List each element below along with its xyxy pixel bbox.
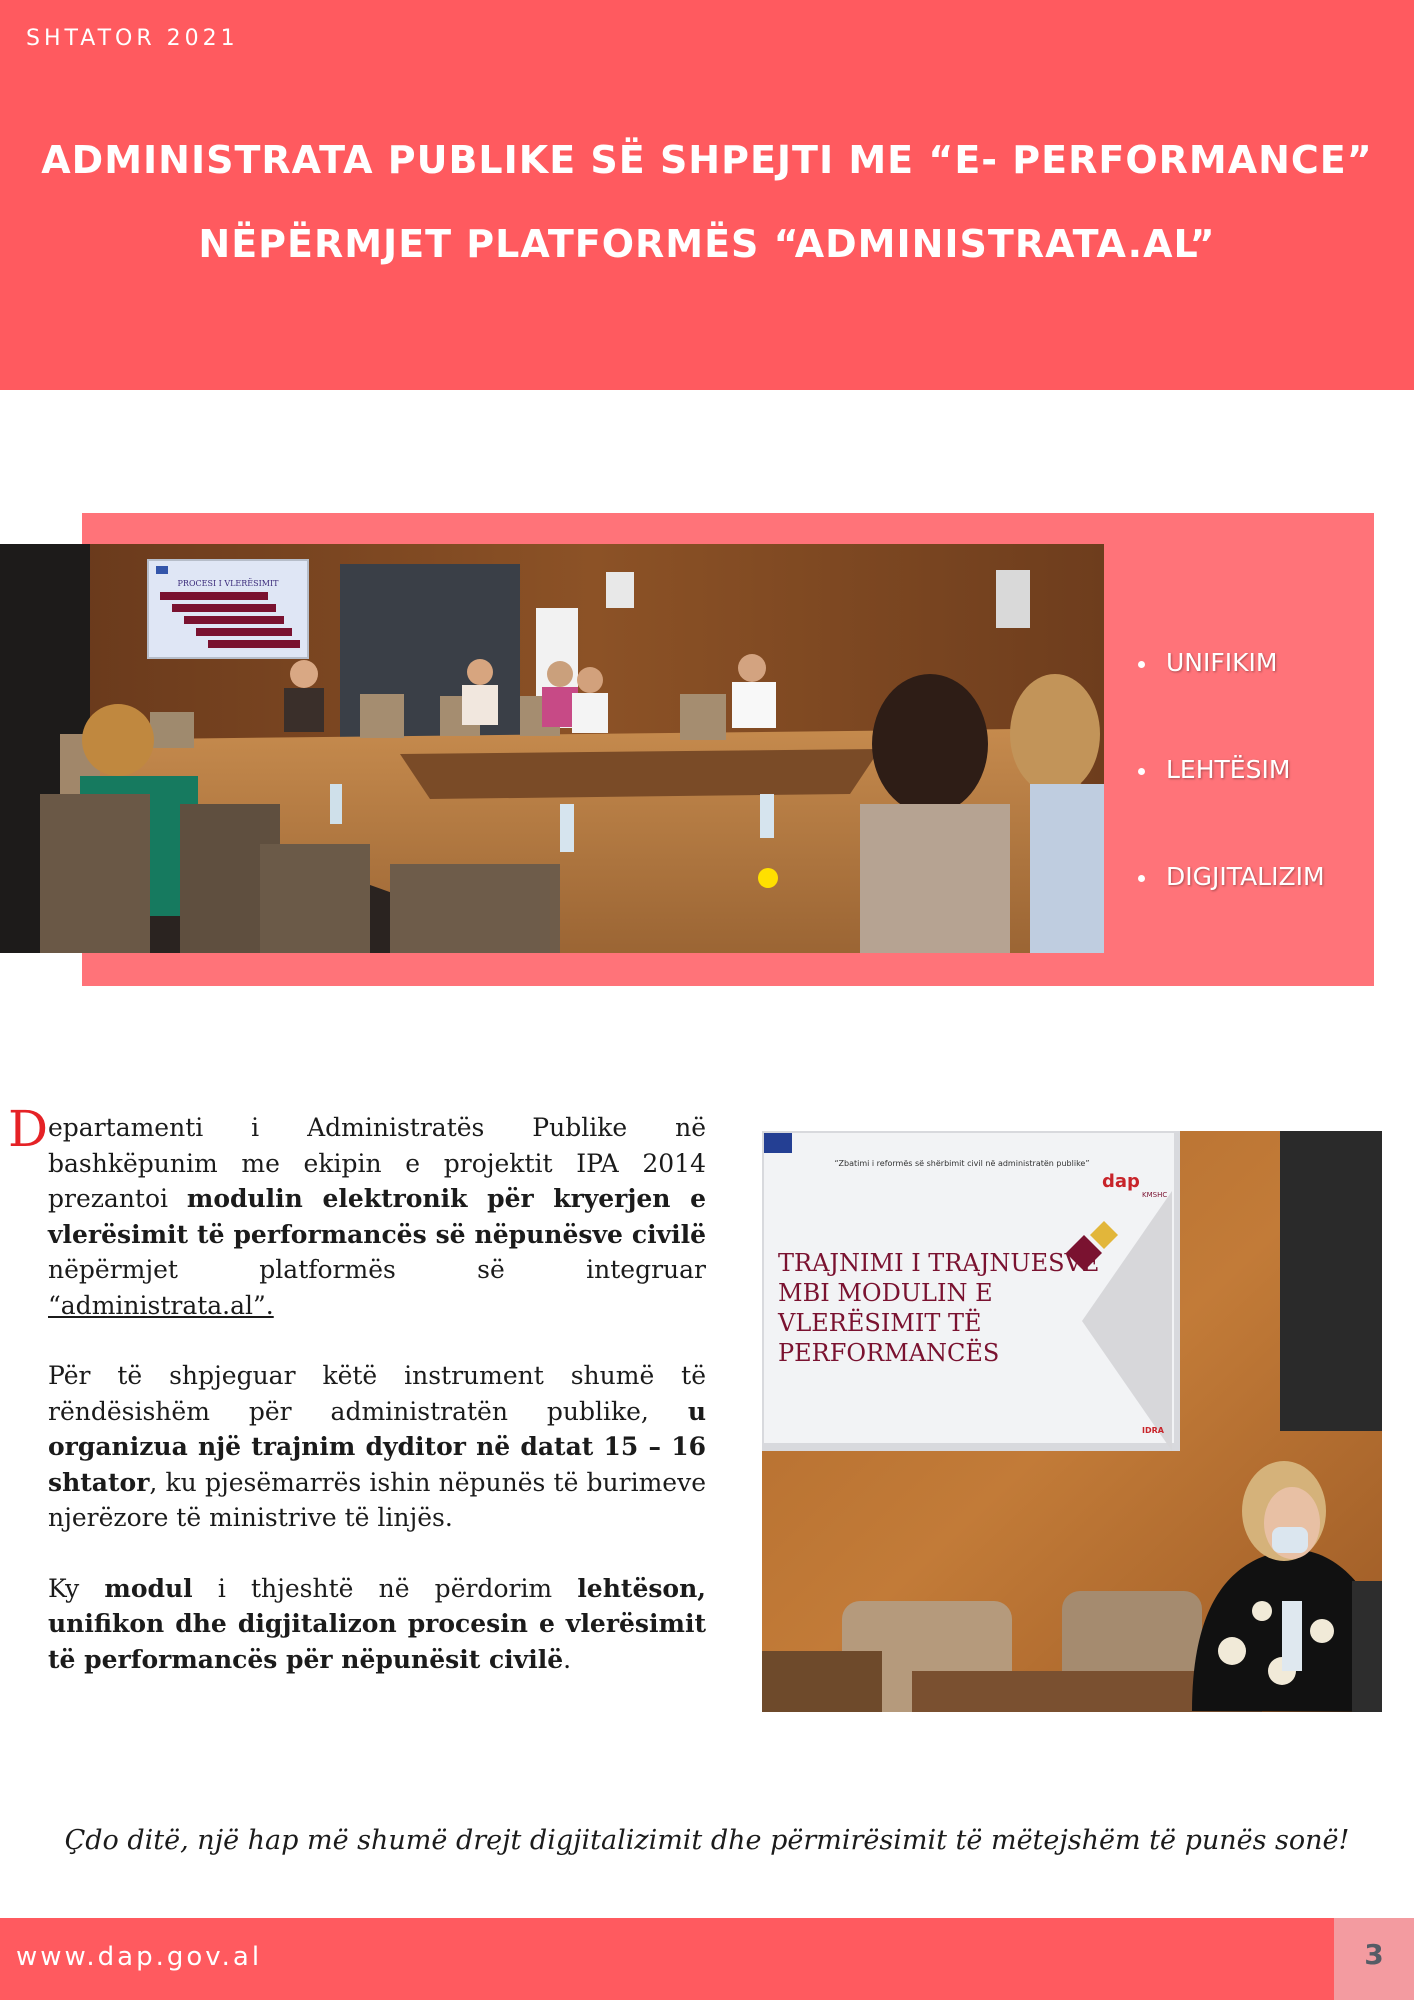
article-body	[8, 1100, 707, 1712]
header-banner	[0, 0, 1414, 390]
closing-quote: Çdo ditë, një hap më shumë drejt digjitalizimit dhe përmirësimit të mëtejshëm të punës sonë!	[64, 1825, 1350, 1856]
website-link[interactable]: www.dap.gov.al	[16, 1942, 263, 1972]
text: Për të shpjeguar këtë instrument shumë të rëndësishëm për administratën publike,	[48, 1361, 706, 1426]
text: Ky	[48, 1573, 105, 1603]
page-number-box	[1334, 1918, 1414, 2000]
idra-logo: IDRA	[1142, 1426, 1164, 1435]
text: , ku pjesëmarrës ishin nëpunës të burimeve njerëzore të ministrive të linjës.	[48, 1467, 706, 1532]
bold-text: u organizua një trajnim dyditor në datat 15 – 16 shtator	[48, 1396, 706, 1497]
slide-title-line: PERFORMANCËS	[778, 1339, 1000, 1367]
drop-cap: D	[8, 1100, 49, 1158]
highlight-item: LEHTËSIM	[1138, 755, 1325, 862]
text: i thjeshtë në përdorim	[192, 1573, 578, 1603]
issue-date: SHTATOR 2021	[26, 26, 239, 51]
presentation-photo	[762, 1131, 1382, 1712]
article-paragraph-2	[48, 1358, 706, 1536]
bold-text: modul	[104, 1573, 193, 1603]
page-number: 3	[1364, 1938, 1384, 1971]
footer-bar	[0, 1918, 1334, 2000]
article-paragraph-3	[48, 1571, 706, 1678]
text: epartamenti i Administratës Publike në bashkëpunim me ekipin e projektit IPA 2014 prezantoi	[48, 1113, 706, 1213]
text: .	[563, 1644, 572, 1674]
bold-text: modulin elektronik për kryerjen e vlerësimit të performancës së nëpunësve civilë	[48, 1184, 707, 1249]
slide-header: “Zbatimi i reformës së shërbimit civil në administratën publike”	[834, 1159, 1090, 1168]
slide-title-line: VLERËSIMIT TË	[778, 1309, 982, 1337]
highlight-item: DIGJITALIZIM	[1138, 862, 1325, 969]
text: nëpërmjet platformës së integruar	[48, 1255, 706, 1284]
dap-logo: dap	[1102, 1171, 1140, 1192]
article-paragraph-1	[8, 1100, 707, 1323]
slide-title-line: MBI MODULIN E	[778, 1279, 993, 1307]
bold-text: lehtëson, unifikon dhe digjitalizon procesin e vlerësimit të performancës për nëpunësit civilë	[48, 1573, 706, 1674]
highlight-list	[1138, 648, 1325, 969]
slide-title-line: TRAJNIMI I TRAJNUESVE	[778, 1249, 1100, 1277]
page-title-line1: ADMINISTRATA PUBLIKE SË SHPEJTI ME “E- PERFORMANCE”	[41, 138, 1373, 182]
highlight-item: UNIFIKIM	[1138, 648, 1325, 755]
training-room-photo	[0, 544, 1104, 953]
platform-link[interactable]: “administrata.al”.	[48, 1290, 274, 1320]
slide-title-small: PROCESI I VLERËSIMIT	[177, 579, 279, 588]
kmshc-logo: KMSHC	[1142, 1191, 1168, 1199]
page-title-line2: NËPËRMJET PLATFORMËS “ADMINISTRATA.AL”	[198, 222, 1216, 266]
